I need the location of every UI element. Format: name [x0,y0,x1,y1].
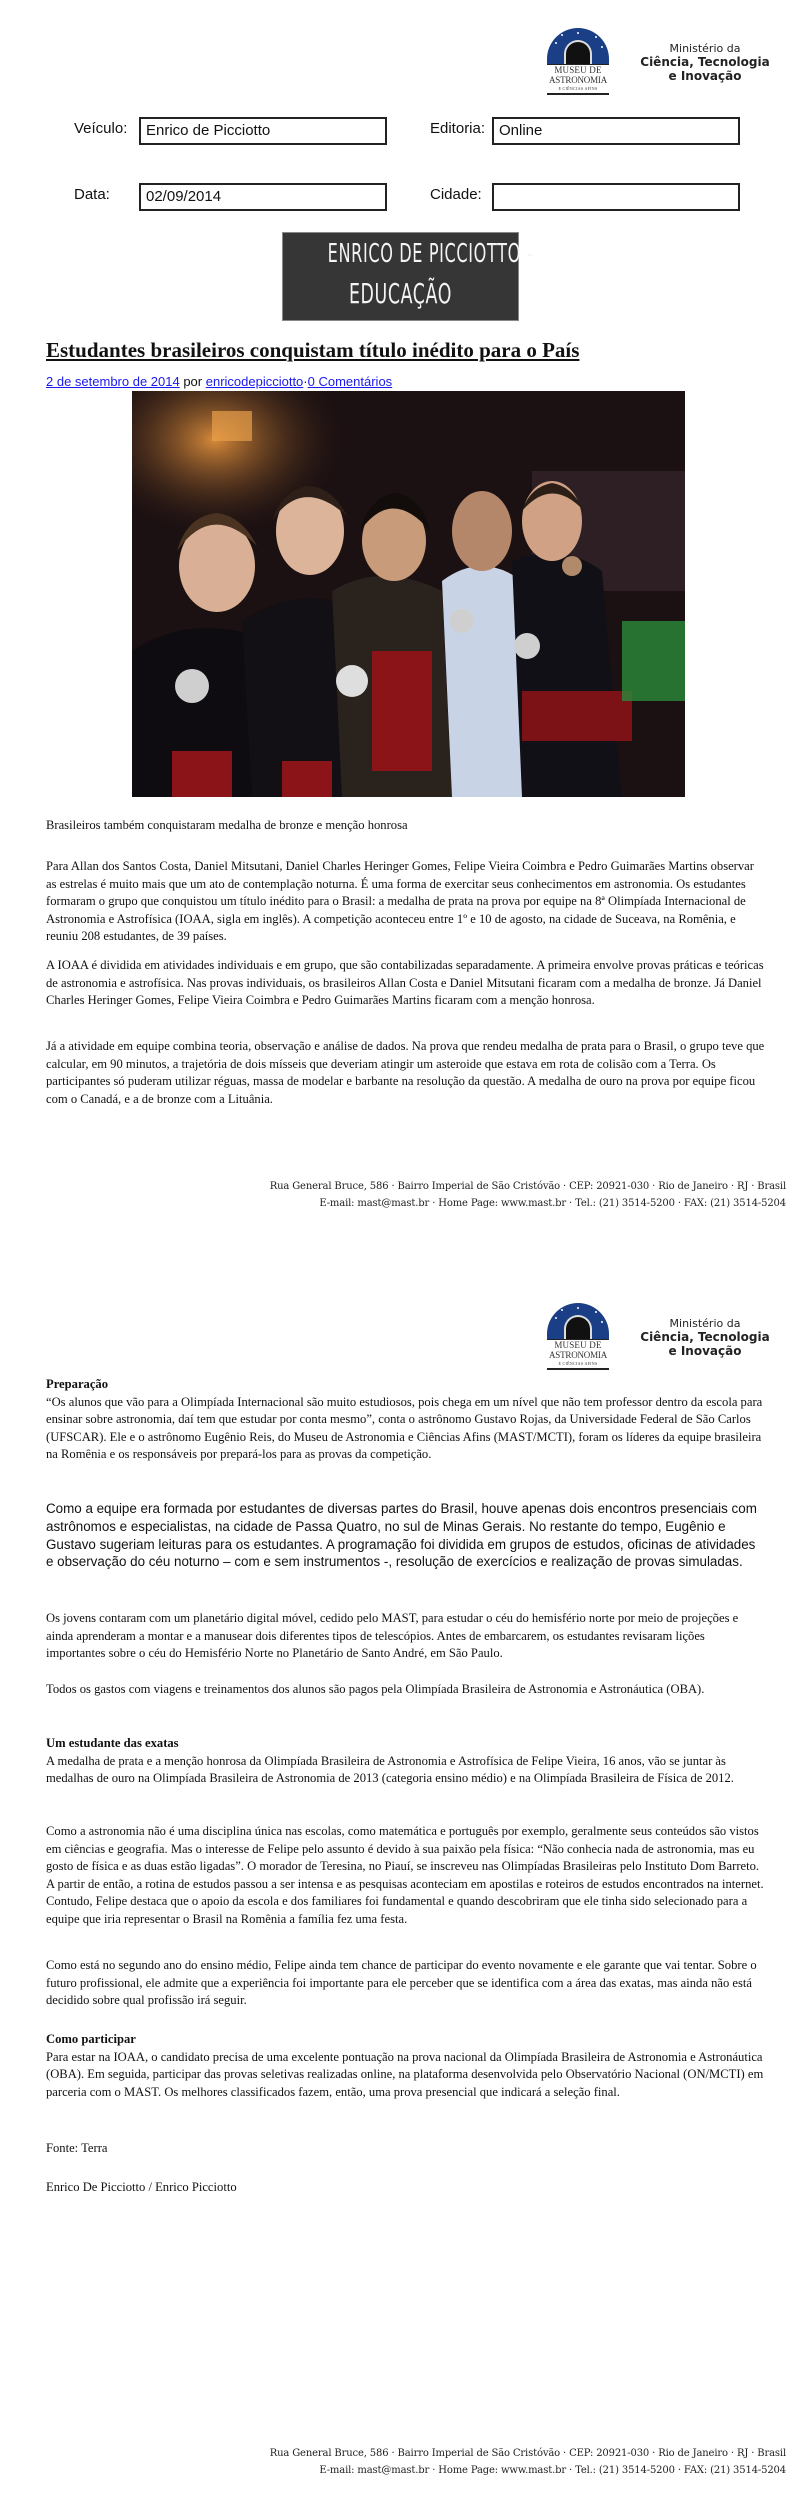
section-heading: Preparação [46,1377,109,1391]
article-paragraph: Todos os gastos com viagens e treinamentos dos alunos são pagos pela Olimpíada Brasileira de Astronomia e Astronáutica (OBA). [46,1682,705,1696]
author-signature: Enrico De Picciotto / Enrico Picciotto [46,2180,237,2194]
article-paragraph: Como está no segundo ano do ensino médio, Felipe ainda tem chance de participar do evento novamente e ele garante que vai tentar. Sobre o futuro profissional, ele admite que a experiência foi importante para ele perceber que se identifica com a área das exatas, mas ainda não está decidido sobre qual profissão irá seguir. [46,1958,757,2008]
page-footer [146,1178,786,1212]
article-paragraph: A medalha de prata e a menção honrosa da Olimpíada Brasileira de Astronomia e Astrofísica de Felipe Vieira, 16 anos, vão se juntar às medalhas de ouro na Olimpíada Brasileira de Astronomia de 2013 (categoria ensino médio) e na Olimpíada Brasileira de Física de 2012. [46,1753,734,1786]
editoria-field[interactable]: Online [492,117,740,145]
article-title[interactable]: Estudantes brasileiros conquistam título inédito para o País [46,338,580,362]
preparacao-section [46,1376,766,1464]
comments-link[interactable]: 0 Comentários [307,374,393,389]
article-paragraph: Para Allan dos Santos Costa, Daniel Mitsutani, Daniel Charles Heringer Gomes, Felipe Vieira Coimbra e Pedro Guimarães Martins observar as estrelas é muito mais que um ato de contemplação noturna. É uma forma de exercitar seus conhecimentos em astronomia. Os estudantes formaram o grupo que conquistou um título inédito para o Brasil: a medalha de prata na prova por equipe na 8ª Olimpíada Internacional de Astronomia e Astrofísica (IOAA, sigla em inglês). A competição aconteceu entre 1º e 10 de agosto, na cidade de Suceava, na Romênia, e reuniu 208 estudantes, de 39 países. [46,859,754,944]
footer-address: Rua General Bruce, 586 · Bairro Imperial de São Cristóvão · CEP: 20921-030 · Rio de Janeiro · RJ · Brasil [269,2448,786,2459]
footer-contact: E-mail: mast@mast.br · Home Page: www.mast.br · Tel.: (21) 3514-5200 · FAX: (21) 3514-5204 [319,1198,786,1209]
students-with-medals-photo [132,391,685,797]
date-link[interactable]: 2 de setembro de 2014 [46,374,180,389]
header-logos [545,28,785,98]
cidade-label: Cidade: [430,186,482,203]
article-paragraph: A IOAA é dividida em atividades individuais e em grupo, que são contabilizadas separadamente. A primeira envolve provas práticas e teóricas de astronomia e astrofísica. Nas provas individuais, os brasileiros Allan Costa e Daniel Mitsutani ficaram com a medalha de bronze. Já Daniel Charles Heringer Gomes, Felipe Vieira Coimbra e Pedro Guimarães Martins ficaram com a menção honrosa. [46,958,764,1008]
article-photo [132,391,685,797]
article-subtitle: Brasileiros também conquistaram medalha de bronze e menção honrosa [46,818,408,832]
section-heading: Um estudante das exatas [46,1736,179,1750]
article-paragraph: Os jovens contaram com um planetário digital móvel, cedido pelo MAST, para estudar o céu do hemisfério norte por meio de projeções e ainda aprenderam a montar e a manusear dois diferentes tipos de telescópios. Antes de embarcarem, os estudantes revisaram lições importantes sobre o céu do Hemisfério Norte no Planetário de Santo André, em São Paulo. [46,1611,739,1661]
footer-contact: E-mail: mast@mast.br · Home Page: www.mast.br · Tel.: (21) 3514-5200 · FAX: (21) 3514-5204 [319,2465,786,2476]
data-field[interactable]: 02/09/2014 [139,183,387,211]
article-paragraph: Como a equipe era formada por estudantes de diversas partes do Brasil, houve apenas dois encontros presenciais com astrônomos e especialistas, na cidade de Passa Quatro, no sul de Minas Gerais. No restante do tempo, Eugênio e Gustavo sugeriam leituras para os estudantes. A programação foi dividida em grupos de estudos, oficinas de atividades e observação do céu noturno – com e sem instrumentos -, resolução de exercícios e realização de provas simuladas. [46,1501,757,1570]
cidade-field[interactable] [492,183,740,211]
article-byline [46,374,392,389]
observatory-dome-icon [547,28,609,64]
section-heading: Como participar [46,2032,136,2046]
observatory-dome-icon [547,1303,609,1339]
by-text: por [179,374,206,389]
header-logos [545,1303,785,1373]
museu-astronomia-logo: MUSEU DE ASTRONOMIA E CIÊNCIAS AFINS [545,28,611,94]
article-paragraph: Já a atividade em equipe combina teoria, observação e análise de dados. Na prova que rendeu medalha de prata para o Brasil, o grupo teve que calcular, em 90 minutos, a trajetória de dois mísseis que deveriam atingir um asteroide que estava em rota de colisão com a Terra. Os participantes só puderam utilizar réguas, massa de modelar e barbante na resolução da questão. A medalha de ouro na prova por equipe ficou com o Canadá, e a de bronze com a Lituânia. [46,1039,765,1106]
source-credit: Fonte: Terra [46,2141,108,2155]
article-paragraph: Como a astronomia não é uma disciplina única nas escolas, como matemática e português por exemplo, geralmente seus conteúdos são vistos em ciências e geografia. Mas o interesse de Felipe pelo assunto é devido à sua paixão pela física: “Não conhecia nada de astronomia, mas eu gosto de física e as duas estão ligadas”. O morador de Teresina, no Piauí, se inscreveu nas Olimpíadas Brasileiras pelo Instituto Dom Barreto. A partir de então, a rotina de estudos passou a ser intensa e as pesquisas aconteciam em apostilas e roteiros de estudos encontrados na internet. Contudo, Felipe destaca que o apoio da escola e dos familiares foi fundamental e quando descobriram que ele tinha sido selecionado para a equipe que iria representar o Brasil na Romênia a família fez uma festa. [46,1824,764,1926]
page-footer [146,2445,786,2479]
article-paragraph: “Os alunos que vão para a Olimpíada Internacional são muito estudiosos, pois chega em um nível que não tem professor dentro da escola para ensinar sobre astronomia, daí tem que estudar por conta mesmo”, conta o astrônomo Gustavo Rojas, da Universidade Federal de São Carlos (UFSCAR). Ele e o astrônomo Eugênio Reis, do Museu de Astronomia e Ciências Afins (MAST/MCTI), foram os líderes da equipe brasileira na Romênia e os responsáveis por prepará-los para as provas da competição. [46,1394,763,1462]
data-label: Data: [74,186,110,203]
participar-section [46,2031,766,2101]
ministerio-ciencia-logo: Ministério da Ciência, Tecnologia e Inovação [640,42,770,83]
exatas-section [46,1735,766,1788]
veiculo-field[interactable]: Enrico de Picciotto [139,117,387,145]
blog-banner: ENRICO DE PICCIOTTO - EDUCAÇÃO [282,232,519,321]
author-link[interactable]: enricodepicciotto [205,374,304,389]
ministerio-ciencia-logo: Ministério da Ciência, Tecnologia e Inovação [640,1317,770,1358]
separator: · [303,374,308,389]
editoria-label: Editoria: [430,120,486,137]
article-paragraph: Para estar na IOAA, o candidato precisa de uma excelente pontuação na prova nacional da Olimpíada Brasileira de Astronomia e Astronáutica (OBA). Em seguida, participar das provas seletivas realizadas online, na plataforma desenvolvida pelo Observatório Nacional (ON/MCTI) em parceria com o MAST. Os melhores classificados fazem, então, uma prova presencial que indicará a seleção final. [46,2049,764,2099]
museu-astronomia-logo: MUSEU DE ASTRONOMIA E CIÊNCIAS AFINS [545,1303,611,1369]
footer-address: Rua General Bruce, 586 · Bairro Imperial de São Cristóvão · CEP: 20921-030 · Rio de Janeiro · RJ · Brasil [269,1181,786,1192]
veiculo-label: Veículo: [74,120,128,137]
